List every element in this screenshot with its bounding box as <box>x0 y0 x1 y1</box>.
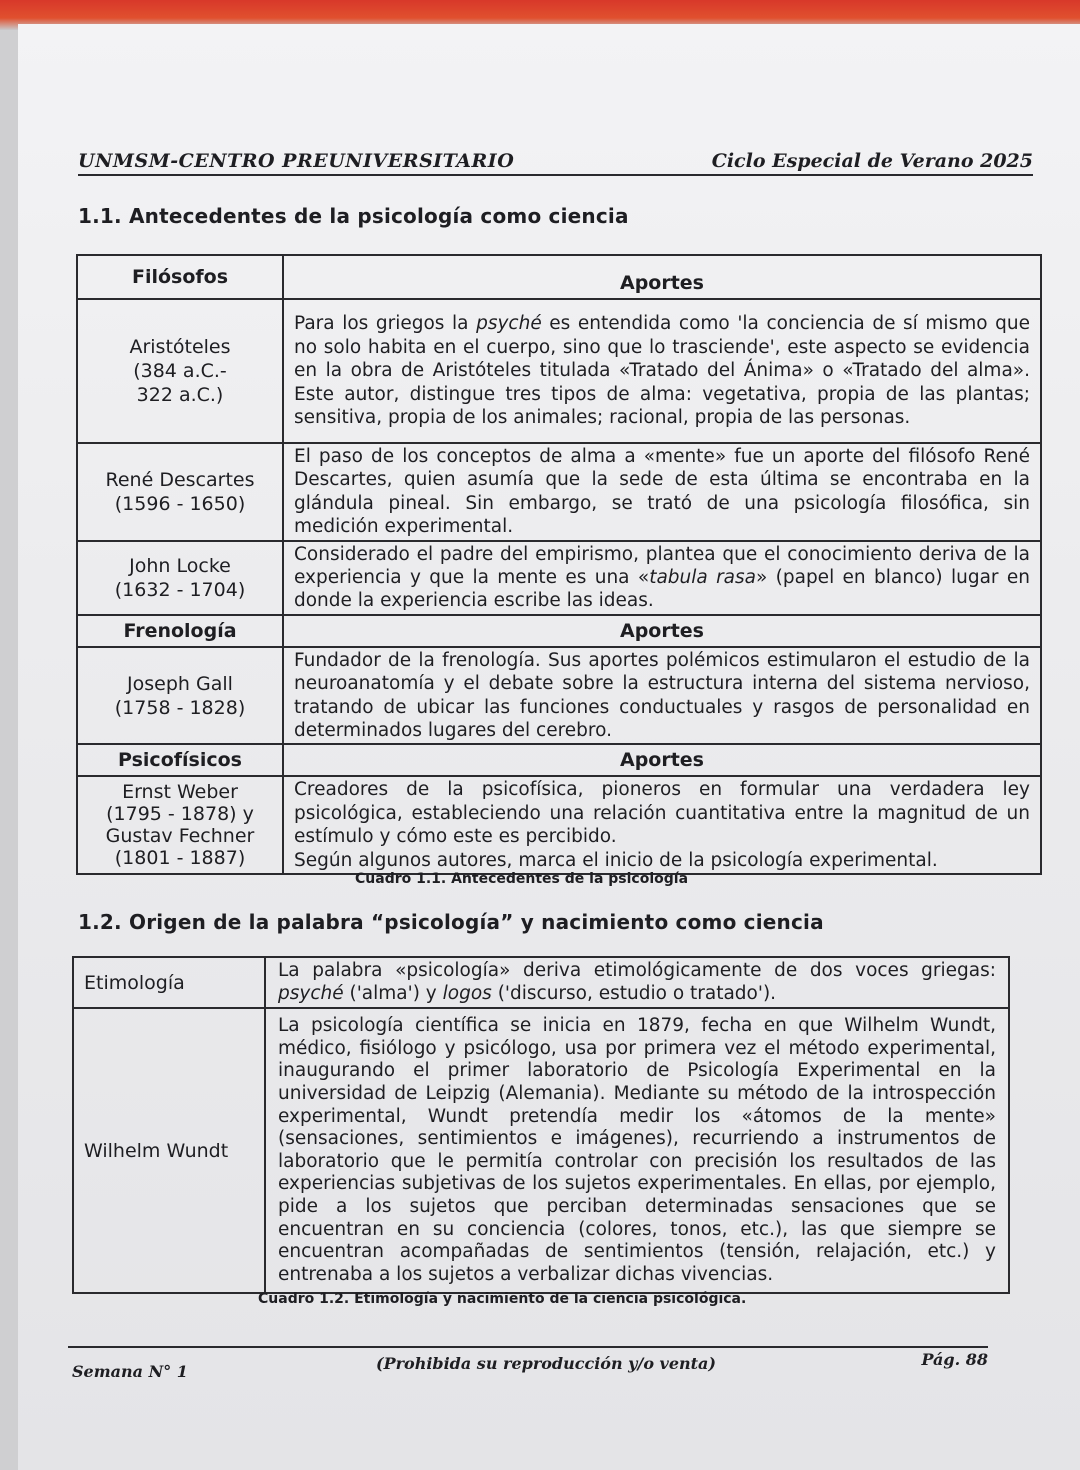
descartes-cell <box>77 443 283 541</box>
tabula-rasa-term: tabula rasa <box>649 567 756 589</box>
footer-page-number: Pág. 88 <box>921 1350 988 1369</box>
header-institution: UNMSM-CENTRO PREUNIVERSITARIO <box>78 150 515 172</box>
aristoteles-dates-2: 322 a.C.) <box>136 384 224 406</box>
gall-cell <box>77 647 283 745</box>
aristoteles-dates-1: (384 a.C.- <box>133 360 227 382</box>
aportes-header: Aportes <box>283 744 1041 776</box>
locke-dates: (1632 - 1704) <box>114 578 246 601</box>
table-row <box>77 541 1041 615</box>
psicofisicos-header: Psicofísicos <box>77 744 283 776</box>
locke-text-b: » (papel en blanco) lugar en donde la experiencia escribe las ideas. <box>294 567 1030 612</box>
wundt-label: Wilhelm Wundt <box>73 1008 265 1293</box>
table-row <box>77 776 1041 874</box>
fechner-dates: (1801 - 1887) <box>114 847 246 870</box>
page-header <box>78 142 1033 176</box>
psyche-term: psyché <box>278 982 344 1004</box>
fechner-name: Gustav Fechner <box>105 825 255 848</box>
table-header-row <box>77 744 1041 776</box>
section-1-1-title: 1.1. Antecedentes de la psicología como ciencia <box>78 204 629 228</box>
caption-cuadro-1-2: Cuadro 1.2. Etimología y nacimiento de la ciencia psicológica. <box>258 1291 747 1307</box>
etimologia-label: Etimología <box>73 957 265 1008</box>
etimologia-text-b: ('alma') y <box>343 982 443 1004</box>
descartes-name: René Descartes <box>105 468 255 491</box>
etimologia-text-c: ('discurso, estudio o tratado'). <box>491 982 777 1004</box>
aristoteles-name: Aristóteles <box>129 336 231 358</box>
aristoteles-text-a: Para los griegos la <box>294 313 477 335</box>
etimologia-table <box>72 956 1010 1294</box>
psicofisica-aporte <box>283 776 1041 874</box>
gall-aporte: Fundador de la frenología. Sus aportes polémicos estimularon el estudio de la neuroanatomía y el debate sobre la estructura interna del sistema nervioso, tratando de ubicar las funciones conductuales y rasgos de personalidad en determinados lugares del cerebro. <box>283 647 1041 745</box>
frenologia-header: Frenología <box>77 615 283 647</box>
footer-week: Semana N° 1 <box>72 1362 188 1381</box>
gall-dates: (1758 - 1828) <box>114 696 246 719</box>
psyche-term: psyché <box>476 313 542 335</box>
table-header-row <box>77 615 1041 647</box>
etimologia-text-a: La palabra «psicología» deriva etimológicamente de dos voces griegas: <box>278 960 996 981</box>
psicofisica-text-2: Según algunos autores, marca el inicio de la psicología experimental. <box>294 849 938 871</box>
filosofos-header: Filósofos <box>77 255 283 299</box>
header-cycle: Ciclo Especial de Verano 2025 <box>711 150 1033 172</box>
page-footer <box>68 1346 988 1382</box>
aristoteles-cell <box>77 299 283 443</box>
antecedentes-table <box>76 254 1042 875</box>
gall-name: Joseph Gall <box>127 672 233 695</box>
wundt-text: La psicología científica se inicia en 1879, fecha en que Wilhelm Wundt, médico, fisiólogo y psicólogo, usa por primera vez el método experimental, inaugurando el primer laboratorio de Psicología Experimental en la universidad de Leipzig (Alemania). Mediante su método de la introspección experimental, Wundt pretendía medir los «átomos de la mente» (sensaciones, sentimientos e imágenes), recurriendo a instrumentos de laboratorio que le permitía controlar con precisión los resultados de las experiencias subjetivas de los sujetos experimentales. En ellas, por ejemplo, pide a los sujetos que perciban determinadas sensaciones que se encuentran en su conciencia (colores, tonos, etc.), las que siempre se encuentran acompañadas de sentimientos (tensión, relajación, etc.) y entrenaba a los sujetos a verbalizar dichas vivencias. <box>265 1008 1009 1293</box>
psicofisica-text-1: Creadores de la psicofísica, pioneros en formular una verdadera ley psicológica, estableciendo una relación cuantitativa entre la magnitud de un estímulo y cómo este es percibido. <box>294 779 1030 848</box>
table-row <box>77 443 1041 541</box>
aportes-header: Aportes <box>283 615 1041 647</box>
footer-notice: (Prohibida su reproducción y/o venta) <box>376 1354 716 1373</box>
aristoteles-text-b: es entendida como 'la conciencia de sí mismo que no solo habita en el cuerpo, sino que lo trasciende', este aspecto se evidencia en la obra de Aristóteles titulada «Tratado del Ánima» o «Tratado del alma». Este autor, distingue tres tipos de alma: vegetativa, propia de las plantas; sensitiva, propia de los animales; racional, propia de las personas. <box>294 313 1030 429</box>
locke-text-a: Considerado el padre del empirismo, plantea que el conocimiento deriva de la experiencia y que la mente es una « <box>294 543 1030 589</box>
locke-name: John Locke <box>129 554 231 577</box>
aristoteles-aporte <box>283 299 1041 443</box>
section-1-2-title: 1.2. Origen de la palabra “psicología” y nacimiento como ciencia <box>78 910 824 934</box>
descartes-dates: (1596 - 1650) <box>114 492 246 515</box>
aportes-header: Aportes <box>283 255 1041 299</box>
table-row <box>73 957 1009 1008</box>
locke-aporte <box>283 541 1041 615</box>
descartes-aporte: El paso de los conceptos de alma a «mente» fue un aporte del filósofo René Descartes, quien asumía que la sede de esta última se encontraba en la glándula pineal. Sin embargo, se trató de una psicología filosófica, sin medición experimental. <box>283 443 1041 541</box>
etimologia-text <box>265 957 1009 1008</box>
locke-cell <box>77 541 283 615</box>
table-row <box>73 1008 1009 1293</box>
table-row <box>77 299 1041 443</box>
weber-dates: (1795 - 1878) y <box>106 803 254 826</box>
table-row <box>77 647 1041 745</box>
weber-name: Ernst Weber <box>122 781 238 804</box>
table-header-row <box>77 255 1041 299</box>
logos-term: logos <box>442 982 492 1004</box>
weber-fechner-cell <box>77 776 283 874</box>
caption-cuadro-1-1: Cuadro 1.1. Antecedentes de la psicología <box>355 871 689 887</box>
